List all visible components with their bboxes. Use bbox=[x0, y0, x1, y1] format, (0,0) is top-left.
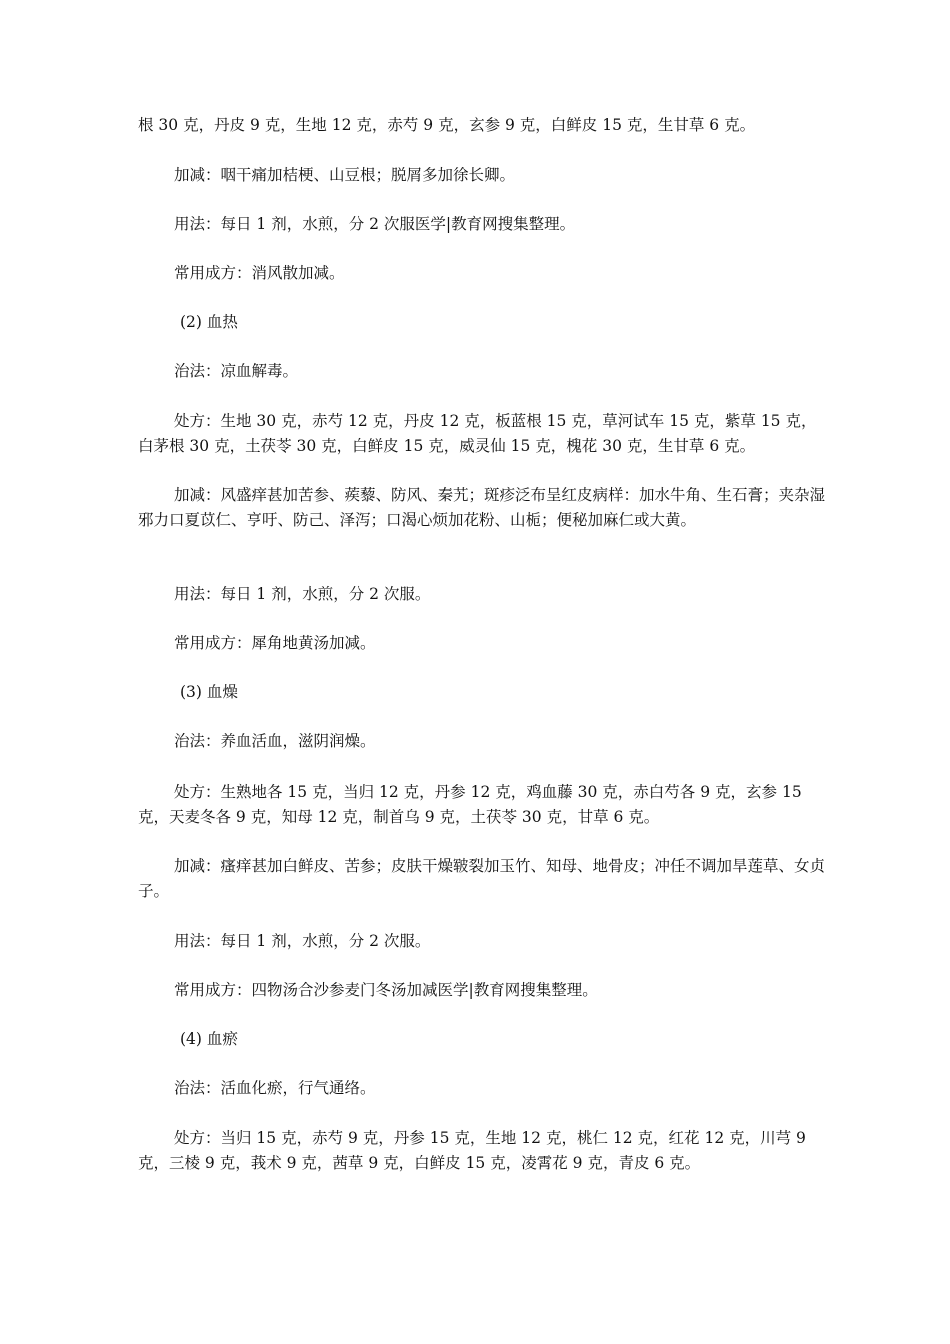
modification-text: 加减：瘙痒甚加白鲜皮、苦参；皮肤干燥皲裂加玉竹、知母、地骨皮；冲任不调加旱莲草、女贞子。 bbox=[138, 857, 826, 900]
section-heading-blood-stasis: (4) 血瘀 bbox=[180, 1030, 238, 1048]
usage-text: 用法：每日 1 剂，水煎，分 2 次服医学|教育网搜集整理。 bbox=[174, 215, 576, 233]
section-heading-blood-heat: (2) 血热 bbox=[180, 313, 238, 331]
treatment-method-text: 治法：活血化瘀，行气通络。 bbox=[174, 1079, 376, 1097]
usage-text: 用法：每日 1 剂，水煎，分 2 次服。 bbox=[174, 932, 431, 950]
prescription-text: 处方：当归 15 克，赤芍 9 克，丹参 15 克，生地 12 克，桃仁 12 克，红花 12 克，川芎 9 克，三棱 9 克，莪术 9 克，茜草 9 克，白鲜皮 15 克，凌霄花 9 克，青皮 6 克。 bbox=[138, 1129, 806, 1172]
common-formula-text: 常用成方：四物汤合沙参麦门冬汤加减医学|教育网搜集整理。 bbox=[174, 981, 598, 999]
treatment-method-text: 治法：养血活血，滋阴润燥。 bbox=[174, 732, 376, 750]
common-formula-text: 常用成方：犀角地黄汤加减。 bbox=[174, 634, 376, 652]
modification-text: 加减：咽干痛加桔梗、山豆根；脱屑多加徐长卿。 bbox=[174, 166, 516, 184]
section-heading-blood-dryness: (3) 血燥 bbox=[180, 683, 238, 701]
prescription-text: 处方：生熟地各 15 克，当归 12 克，丹参 12 克，鸡血藤 30 克，赤白芍各 9 克，玄参 15 克，天麦冬各 9 克，知母 12 克，制首乌 9 克，土茯苓 30 克，甘草 6 克。 bbox=[138, 783, 802, 826]
modification-text: 加减：风盛痒甚加苦参、蒺藜、防风、秦艽；斑疹泛布呈红皮病样：加水牛角、生石膏；夹杂湿邪力口夏苡仁、亨吁、防己、泽泻；口渴心烦加花粉、山栀；便秘加麻仁或大黄。 bbox=[138, 486, 826, 529]
prescription-continuation: 根 30 克，丹皮 9 克，生地 12 克，赤芍 9 克，玄参 9 克，白鲜皮 15 克，生甘草 6 克。 bbox=[138, 116, 756, 134]
usage-text: 用法：每日 1 剂，水煎，分 2 次服。 bbox=[174, 585, 431, 603]
prescription-text: 处方：生地 30 克，赤芍 12 克，丹皮 12 克，板蓝根 15 克，草河试车 15 克，紫草 15 克，白茅根 30 克，土茯苓 30 克，白鲜皮 15 克，威灵仙 15 克，槐花 30 克，生甘草 6 克。 bbox=[138, 412, 817, 455]
treatment-method-text: 治法：凉血解毒。 bbox=[174, 362, 299, 380]
common-formula-text: 常用成方：消风散加减。 bbox=[174, 264, 345, 282]
